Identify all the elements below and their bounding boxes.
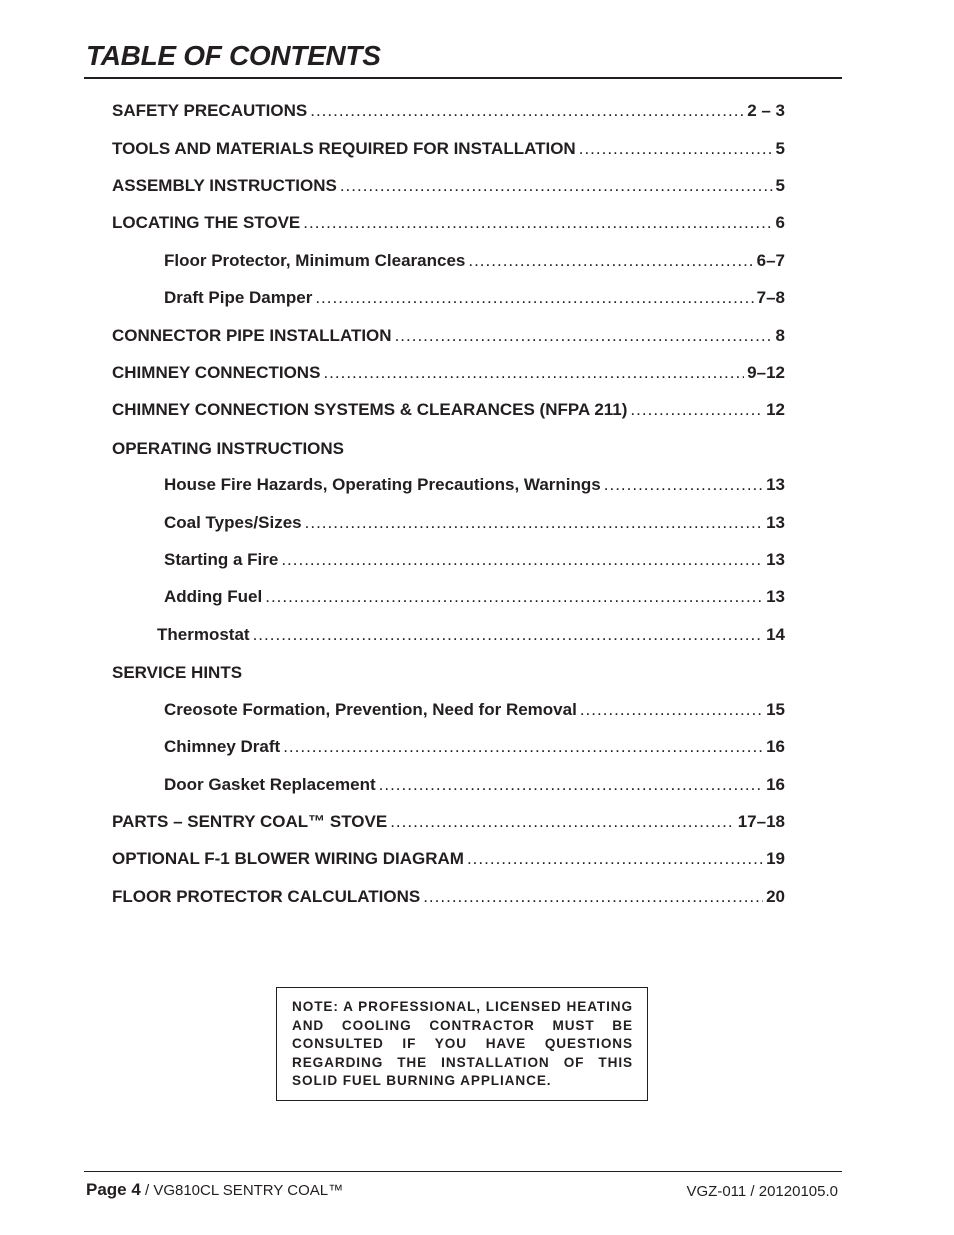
toc-entry-page: 13 xyxy=(766,550,785,569)
toc-entry-page: 2 – 3 xyxy=(747,101,785,120)
toc-entry-assembly-instructions[interactable] xyxy=(112,176,785,200)
toc-entry-page: 6–7 xyxy=(756,251,785,270)
toc-entry-page: 14 xyxy=(766,625,785,644)
toc-entry-starting-fire[interactable] xyxy=(164,550,785,574)
toc-entry-label: LOCATING THE STOVE xyxy=(112,213,301,232)
toc-entry-label: House Fire Hazards, Operating Precautions, Warnings xyxy=(164,475,601,494)
page-title: TABLE OF CONTENTS xyxy=(86,40,381,71)
toc-entry-floor-protector[interactable] xyxy=(164,251,785,275)
toc-entry-label: Floor Protector, Minimum Clearances xyxy=(164,251,466,270)
toc-entry-chimney-draft[interactable] xyxy=(164,737,785,761)
toc-entry-label: FLOOR PROTECTOR CALCULATIONS xyxy=(112,887,421,906)
toc-entry-label: OPTIONAL F-1 BLOWER WIRING DIAGRAM xyxy=(112,849,464,868)
toc-entry-page: 13 xyxy=(766,587,785,606)
toc-entry-label: ASSEMBLY INSTRUCTIONS xyxy=(112,176,337,195)
toc-entry-parts[interactable] xyxy=(112,812,785,836)
toc-entry-blower-wiring[interactable] xyxy=(112,849,785,873)
toc-entry-label: Starting a Fire xyxy=(164,550,279,569)
toc-entry-page: 5 xyxy=(775,139,785,158)
toc-entry-label: TOOLS AND MATERIALS REQUIRED FOR INSTALLATION xyxy=(112,139,576,158)
dot-leader xyxy=(580,700,763,720)
toc-entry-page: 17–18 xyxy=(737,812,785,831)
toc-entry-page: 16 xyxy=(766,737,785,756)
toc-entry-label: PARTS – SENTRY COAL™ STOVE xyxy=(112,812,388,831)
dot-leader xyxy=(604,475,763,495)
toc-entry-label: CONNECTOR PIPE INSTALLATION xyxy=(112,326,392,345)
toc-entry-connector-pipe[interactable] xyxy=(112,326,785,350)
dot-leader xyxy=(395,326,773,346)
dot-leader xyxy=(281,550,763,570)
dot-leader xyxy=(423,887,763,907)
professional-contractor-note xyxy=(276,987,648,1101)
toc-entry-page: 9–12 xyxy=(747,363,785,382)
toc-entry-label: CHIMNEY CONNECTION SYSTEMS & CLEARANCES (NFPA 211) xyxy=(112,400,628,419)
toc-entry-label: Creosote Formation, Prevention, Need for Removal xyxy=(164,700,577,719)
toc-entry-page: 13 xyxy=(766,475,785,494)
dot-leader xyxy=(265,587,763,607)
footer-page-info xyxy=(86,1180,343,1200)
dot-leader xyxy=(467,849,763,869)
toc-entry-label: Thermostat xyxy=(157,625,250,644)
dot-leader xyxy=(305,513,763,533)
toc-entry-page: 5 xyxy=(775,176,785,195)
toc-entry-chimney-systems[interactable] xyxy=(112,400,785,424)
toc-entry-label: SAFETY PRECAUTIONS xyxy=(112,101,308,120)
dot-leader xyxy=(579,139,773,159)
toc-entry-chimney-connections[interactable] xyxy=(112,363,785,387)
dot-leader xyxy=(310,101,744,121)
dot-leader xyxy=(253,625,764,645)
product-name: / VG810CL SENTRY COAL™ xyxy=(144,1182,344,1199)
toc-entry-page: 6 xyxy=(775,213,785,232)
toc-entry-label: CHIMNEY CONNECTIONS xyxy=(112,363,321,382)
dot-leader xyxy=(283,737,763,757)
toc-heading-operating-instructions[interactable]: OPERATING INSTRUCTIONS xyxy=(112,439,345,458)
toc-entry-draft-pipe-damper[interactable] xyxy=(164,288,785,312)
dot-leader xyxy=(303,213,772,233)
toc-entry-page: 20 xyxy=(766,887,785,906)
toc-entry-tools-materials[interactable] xyxy=(112,139,785,163)
toc-entry-label: Door Gasket Replacement xyxy=(164,775,376,794)
toc-entry-page: 8 xyxy=(775,326,785,345)
toc-entry-coal-types[interactable] xyxy=(164,513,785,537)
toc-entry-door-gasket[interactable] xyxy=(164,775,785,799)
toc-entry-page: 12 xyxy=(766,400,785,419)
toc-entry-page: 15 xyxy=(766,700,785,719)
toc-entry-label: Coal Types/Sizes xyxy=(164,513,302,532)
page-number: Page 4 xyxy=(86,1180,141,1199)
toc-entry-label: Adding Fuel xyxy=(164,587,263,606)
toc-entry-label: Chimney Draft xyxy=(164,737,281,756)
toc-heading-service-hints[interactable]: SERVICE HINTS xyxy=(112,663,243,682)
note-text: NOTE: A PROFESSIONAL, LICENSED HEATING AND COOLING CONTRACTOR MUST BE CONSULTED IF YOU HAVE QUESTIONS REGARDING THE INSTALLATION OF THIS SOLID FUEL BURNING APPLIANCE. xyxy=(292,999,633,1089)
toc-entry-creosote[interactable] xyxy=(164,700,785,724)
toc-entry-safety-precautions[interactable] xyxy=(112,101,785,125)
toc-entry-thermostat[interactable] xyxy=(157,625,785,649)
document-code: VGZ-011 / 20120105.0 xyxy=(686,1183,838,1200)
toc-entry-page: 7–8 xyxy=(756,288,785,307)
toc-entry-locating-stove[interactable] xyxy=(112,213,785,237)
dot-leader xyxy=(630,400,763,420)
dot-leader xyxy=(340,176,773,196)
title-divider xyxy=(84,77,842,79)
toc-entry-page: 13 xyxy=(766,513,785,532)
dot-leader xyxy=(468,251,753,271)
toc-entry-house-fire-hazards[interactable] xyxy=(164,475,785,499)
toc-entry-page: 19 xyxy=(766,849,785,868)
footer-divider xyxy=(84,1171,842,1172)
toc-entry-floor-protector-calculations[interactable] xyxy=(112,887,785,911)
toc-entry-page: 16 xyxy=(766,775,785,794)
dot-leader xyxy=(323,363,744,383)
dot-leader xyxy=(379,775,763,795)
dot-leader xyxy=(315,288,753,308)
toc-entry-adding-fuel[interactable] xyxy=(164,587,785,611)
toc-entry-label: Draft Pipe Damper xyxy=(164,288,313,307)
dot-leader xyxy=(390,812,735,832)
